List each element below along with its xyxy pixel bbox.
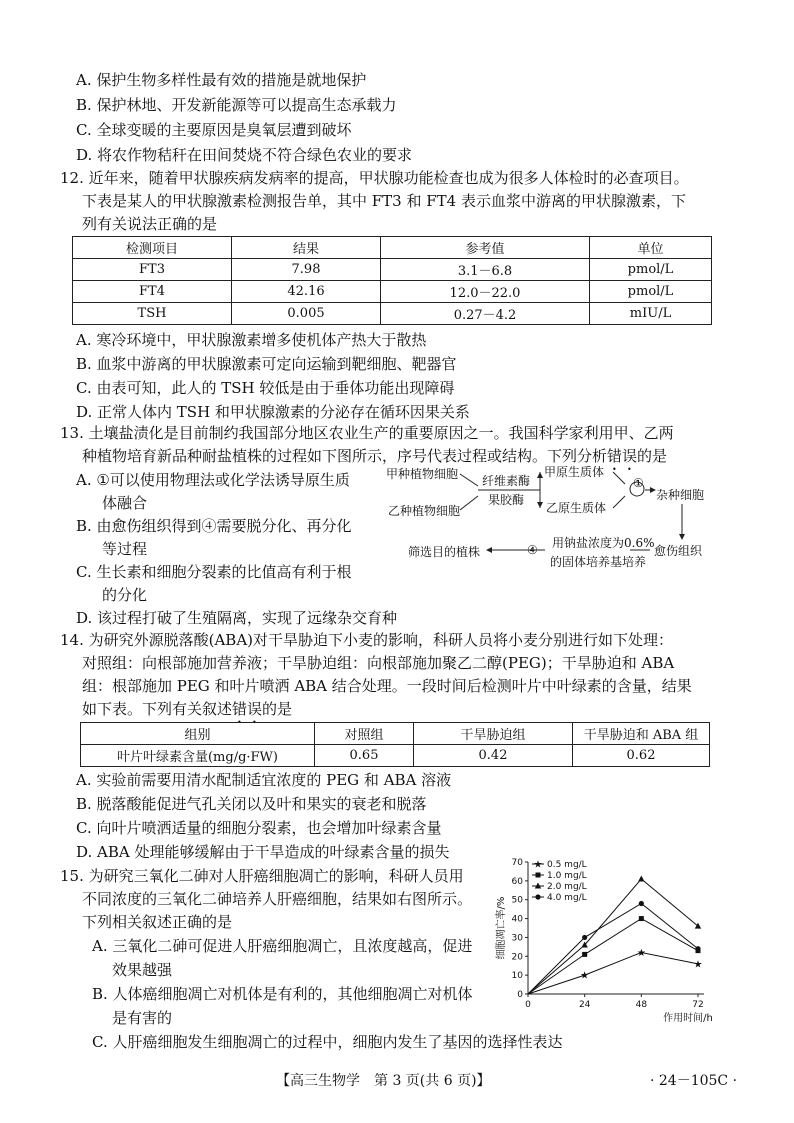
plant-b-cells: 乙种植物细胞: [388, 504, 461, 518]
legend-label: 4.0 mg/L: [547, 893, 587, 903]
table-cell: pmol/L: [590, 281, 712, 303]
q14-stem-tail: 的是: [262, 700, 293, 718]
q13-option-a-line2: 体融合: [102, 494, 148, 512]
q12-option-b: B. 血浆中游离的甲状腺激素可定向运输到靶细胞、靶器官: [76, 355, 457, 373]
legend-marker: [536, 873, 541, 878]
legend-label: 1.0 mg/L: [547, 871, 587, 881]
q13-stem-text: 种植物培育新品种耐盐植株的过程如下图所示，序号代表过程或结构。下列分析: [82, 447, 608, 465]
apoptosis-line-chart: [490, 850, 720, 1035]
q12-stem-line3: 列有关说法正确的是: [82, 215, 218, 233]
protoplast-a: 甲原生质体: [544, 465, 605, 479]
q14-table: [80, 722, 710, 767]
q14-stem-line1: 14. 为研究外源脱落酸(ABA)对干旱胁迫下小麦的影响，科研人员将小麦分别进行如下处理：: [60, 631, 674, 649]
data-point: ★: [636, 948, 646, 960]
q12-option-a: A. 寒冷环境中，甲状腺激素增多使机体产热大于散热: [76, 331, 427, 349]
table-cell: 7.98: [232, 259, 381, 281]
enzyme-label-1: 纤维素酶: [482, 474, 531, 488]
protoplast-b: 乙原生质体: [546, 501, 607, 515]
q15-stem-line3: 下列相关叙述正确的是: [82, 913, 233, 931]
q11-option-d: D. 将农作物秸秆在田间焚烧不符合绿色农业的要求: [76, 146, 413, 164]
q12-option-d: D. 正常人体内 TSH 和甲状腺激素的分泌存在循环因果关系: [76, 403, 470, 421]
table-header-row: [81, 723, 710, 745]
q13-option-c-line1: C. 生长素和细胞分裂素的比值高有利于根: [76, 563, 352, 581]
legend-marker: [535, 894, 540, 899]
data-point: ★: [693, 959, 703, 971]
data-point: [582, 935, 587, 940]
table-cell: 0.62: [573, 745, 710, 767]
q13-option-d: D. 该过程打破了生殖隔离，实现了远缘杂交育种: [76, 609, 398, 627]
data-point: [582, 952, 587, 957]
step-1-label: ①: [633, 476, 644, 490]
y-tick-label: 70: [511, 858, 523, 868]
table-header-cell: 组别: [81, 723, 315, 745]
q11-option-a: A. 保护生物多样性最有效的措施是就地保护: [76, 71, 367, 89]
data-point: [638, 875, 644, 881]
selected-plant: 筛选目的植株: [408, 545, 481, 559]
q14-stem-text: 如下表。下列有关叙述: [82, 700, 233, 718]
page-footer-title: 【高三生物学 第 3 页(共 6 页)】: [276, 1073, 491, 1089]
q14-option-a: A. 实验前需要用清水配制适宜浓度的 PEG 和 ABA 溶液: [76, 771, 452, 789]
q11-option-b: B. 保护林地、开发新能源等可以提高生态承载力: [76, 96, 397, 114]
x-tick-label: 0: [525, 1000, 531, 1010]
q15-stem-line1: 15. 为研究三氧化二砷对人肝癌细胞凋亡的影响，科研人员用: [60, 867, 464, 885]
data-point: [639, 901, 644, 906]
data-point: [695, 923, 701, 929]
x-tick-label: 72: [692, 1000, 704, 1010]
table-header-cell: 干旱胁迫组: [414, 723, 573, 745]
q14-stem-line3: 组：根部施加 PEG 和叶片喷洒 ABA 结合处理。一段时间后检测叶片中叶绿素的含量，结果: [82, 677, 692, 695]
medium-label-1: 用钠盐浓度为0.6%: [552, 536, 655, 550]
table-cell: 12.0－22.0: [381, 281, 590, 303]
q13-option-b-line2: 等过程: [102, 540, 148, 558]
q12-option-c: C. 由表可知，此人的 TSH 较低是由于垂体功能出现障碍: [76, 379, 455, 397]
table-cell: TSH: [73, 303, 232, 325]
y-tick-label: 10: [511, 971, 523, 982]
medium-label-2: 的固体培养基培养: [550, 555, 647, 569]
hybrid-cell: 杂种细胞: [656, 488, 705, 502]
step-4-label: ④: [527, 543, 538, 557]
table-cell: 叶片叶绿素含量(mg/g·FW): [81, 745, 315, 767]
callus-tissue: 愈伤组织: [654, 544, 703, 558]
q12-stem-line2: 下表是某人的甲状腺激素检测报告单，其中 FT3 和 FT4 表示血浆中游离的甲状腺激素，下: [82, 192, 686, 210]
y-tick-label: 0: [517, 990, 523, 1000]
q15-option-a-line2: 效果越强: [112, 961, 173, 979]
q14-option-b: B. 脱落酸能促进气孔关闭以及叶和果实的衰老和脱落: [76, 795, 427, 813]
table-row: [81, 745, 710, 767]
x-tick-label: 24: [578, 1000, 591, 1010]
q11-option-c: C. 全球变暖的主要原因是臭氧层遭到破坏: [76, 121, 352, 139]
data-point: [639, 916, 644, 921]
q14-stem-line2: 对照组：向根部施加营养液；干旱胁迫组：向根部施加聚乙二醇(PEG)；干旱胁迫和 ABA: [82, 654, 675, 672]
series-line: [528, 953, 698, 994]
y-tick-label: 60: [511, 876, 523, 887]
q14-emphasis: 错误: [232, 700, 263, 718]
y-axis-label: 细胞凋亡率/%: [496, 896, 507, 960]
table-cell: 0.42: [414, 745, 573, 767]
series-line: [528, 903, 698, 994]
page-footer-code: · 24－105C ·: [650, 1073, 738, 1089]
q15-option-a-line1: A. 三氧化二砷可促进人肝癌细胞凋亡，且浓度越高，促进: [92, 937, 473, 955]
legend-label: 2.0 mg/L: [547, 882, 587, 892]
q15-stem-line2: 不同浓度的三氧化二砷培养人肝癌细胞，结果如右图所示。: [82, 890, 473, 908]
q14-option-d: D. ABA 处理能够缓解由于干旱造成的叶绿素含量的损失: [76, 843, 450, 861]
table-header-cell: 单位: [590, 237, 712, 259]
y-tick-label: 20: [511, 952, 523, 963]
table-header-cell: 对照组: [315, 723, 414, 745]
y-tick-label: 50: [511, 895, 523, 906]
q15-option-c: C. 人肝癌细胞发生细胞凋亡的过程中，细胞内发生了基因的选择性表达: [92, 1033, 563, 1051]
enzyme-label-2: 果胶酶: [488, 493, 525, 507]
q13-option-b-line1: B. 由愈伤组织得到④需要脱分化、再分化: [76, 517, 352, 535]
table-cell: 3.1－6.8: [381, 259, 590, 281]
legend-marker: ★: [533, 859, 543, 871]
table-header-cell: 干旱胁迫和 ABA 组: [573, 723, 710, 745]
q15-option-b-line2: 是有害的: [112, 1009, 173, 1027]
y-tick-label: 30: [511, 933, 523, 944]
legend-label: 0.5 mg/L: [547, 860, 587, 870]
q13-emphasis: 错误: [607, 447, 638, 465]
table-cell: FT3: [73, 259, 232, 281]
q13-option-a-line1: A. ①可以使用物理法或化学法诱导原生质: [76, 471, 350, 489]
x-tick-label: 48: [635, 1000, 648, 1010]
table-header-cell: 参考值: [381, 237, 590, 259]
x-axis-label: 作用时间/h: [663, 1013, 713, 1024]
q14-option-c: C. 向叶片喷洒适量的细胞分裂素，也会增加叶绿素含量: [76, 819, 442, 837]
table-cell: pmol/L: [590, 259, 712, 281]
q15-option-b-line1: B. 人体癌细胞凋亡对机体是有利的，其他细胞凋亡对机体: [92, 985, 473, 1003]
q13-stem-line1: 13. 土壤盐渍化是目前制约我国部分地区农业生产的重要原因之一。我国科学家利用甲、乙两: [60, 424, 674, 442]
q12-stem-line1: 12. 近年来，随着甲状腺疾病发病率的提高，甲状腺功能检查也成为很多人体检时的必查项目。: [60, 169, 689, 187]
y-tick-label: 40: [511, 914, 523, 925]
q13-option-c-line2: 的分化: [102, 586, 148, 604]
table-cell: 0.005: [232, 303, 381, 325]
data-point: ★: [580, 970, 590, 982]
table-header-cell: 检测项目: [73, 237, 232, 259]
plant-a-cells: 甲种植物细胞: [386, 467, 459, 481]
table-cell: 0.27－4.2: [381, 303, 590, 325]
table-header-cell: 结果: [232, 237, 381, 259]
data-point: [695, 946, 700, 951]
table-cell: mIU/L: [590, 303, 712, 325]
table-cell: FT4: [73, 281, 232, 303]
table-cell: 42.16: [232, 281, 381, 303]
q13-stem-tail: 的是: [637, 447, 668, 465]
series-line: [528, 919, 698, 994]
table-cell: 0.65: [315, 745, 414, 767]
